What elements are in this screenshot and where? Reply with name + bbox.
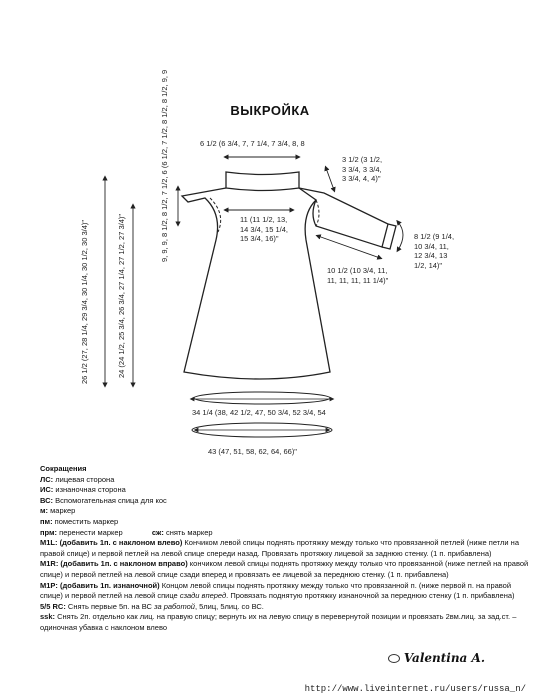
body-length-label: 24 (24 1/2, 25 3/4, 26 3/4, 27 1/4, 27 1/2, 27 3/4)" — [117, 213, 126, 378]
sleeve-top-arrow — [326, 168, 334, 190]
legend-item-m1p: M1P: (добавить 1п. изнаночной) Концом левой спицы поднять протяжку между только что провязанной п. (ниже первой п. на правой спице) и первой петлей на левой спице сзади вперед. Провязать поднятую протяжку изнаночной за переднюю стенку (1 п. прибавлена) — [40, 580, 515, 601]
chest-ellipse — [194, 392, 330, 404]
source-url[interactable]: http://www.liveinternet.ru/users/russa_n/ — [304, 684, 526, 694]
page-title: ВЫКРОЙКА — [230, 103, 310, 118]
legend-item-m1l: M1L: (добавить 1п. с наклоном влево) Кончиком левой спицы поднять протяжку между только что провязанной петлей (ниже петли на правой спице) и первой петлей на левой спице спереди назад. Провязать протяжку лицевой за заднюю стенку. (1 п. прибавлена) — [40, 538, 519, 558]
cuff-arrow — [398, 222, 403, 250]
legend-item-m1r: M1R: (добавить 1п. с наклоном вправо) кончиком левой спицы поднять протяжку между только что провязанной (ниже петлей на правой спице) и первой петлей на левой спице сзади вперед и провязать ее лицевой за переднюю стенку. (1 п. прибавлена) — [40, 559, 529, 579]
legend-item-5-5-rc: 5/5 RC: Снять первые 5п. на ВС за работой, 5лиц, 5лиц. со ВС. — [40, 601, 264, 611]
legend-item: ЛС: лицевая сторона — [40, 474, 115, 484]
legend-item-ssk: ssk: Снять 2п. отдельно как лиц. на правую спицу; вернуть их на левую спицу в перевернутой позиции и провязать 2вм.лиц. за зад.ст. – одиночная убавка с наклоном влево — [40, 612, 517, 632]
legend-item: ИС: изнаночная сторона — [40, 485, 126, 495]
armhole-label: 11 (11 1/2, 13, 14 3/4, 15 1/4, 15 3/4, 16)" — [240, 215, 288, 243]
sleeve-length-arrow — [318, 236, 380, 258]
legend-item: м: маркер — [40, 506, 76, 516]
legend-heading: Сокращения — [40, 464, 87, 473]
hem-label: 43 (47, 51, 58, 62, 64, 66)" — [208, 447, 297, 456]
signature-flourish-icon — [388, 654, 400, 663]
raglan-label: 9, 9, 9, 8 1/2, 8 1/2, 7 1/2, 6 (6 1/2, 7 1/2, 8 1/2, 8 1/2, 9, 9 — [160, 69, 169, 262]
author-signature: Valentina A. — [388, 651, 485, 665]
sleeve-cap-guide — [316, 200, 319, 226]
neck-band — [226, 172, 299, 191]
legend-item: ВС: Вспомогательная спица для кос — [40, 495, 167, 505]
legend-item: прм: перенести маркер сж: снять маркер — [40, 527, 213, 537]
legend-item: пм: поместить маркер — [40, 516, 119, 526]
total-length-label: 26 1/2 (27, 28 1/4, 29 3/4, 30 1/4, 30 1/2, 30 3/4)" — [80, 219, 89, 384]
neck-width-label: 6 1/2 (6 3/4, 7, 7 1/4, 7 3/4, 8, 8 — [200, 139, 305, 148]
sleeve-length-label: 10 1/2 (10 3/4, 11, 11, 11, 11, 11 1/4)" — [327, 266, 389, 285]
abbreviations-legend — [40, 464, 530, 634]
sleeve-top-label: 3 1/2 (3 1/2, 3 3/4, 3 3/4, 3 3/4, 4, 4)" — [342, 155, 383, 183]
chest-label: 34 1/4 (38, 42 1/2, 47, 50 3/4, 52 3/4, 54 — [192, 408, 326, 417]
cuff-label: 8 1/2 (9 1/4, 10 3/4, 11, 12 3/4, 13 1/2, 14)" — [414, 232, 455, 270]
